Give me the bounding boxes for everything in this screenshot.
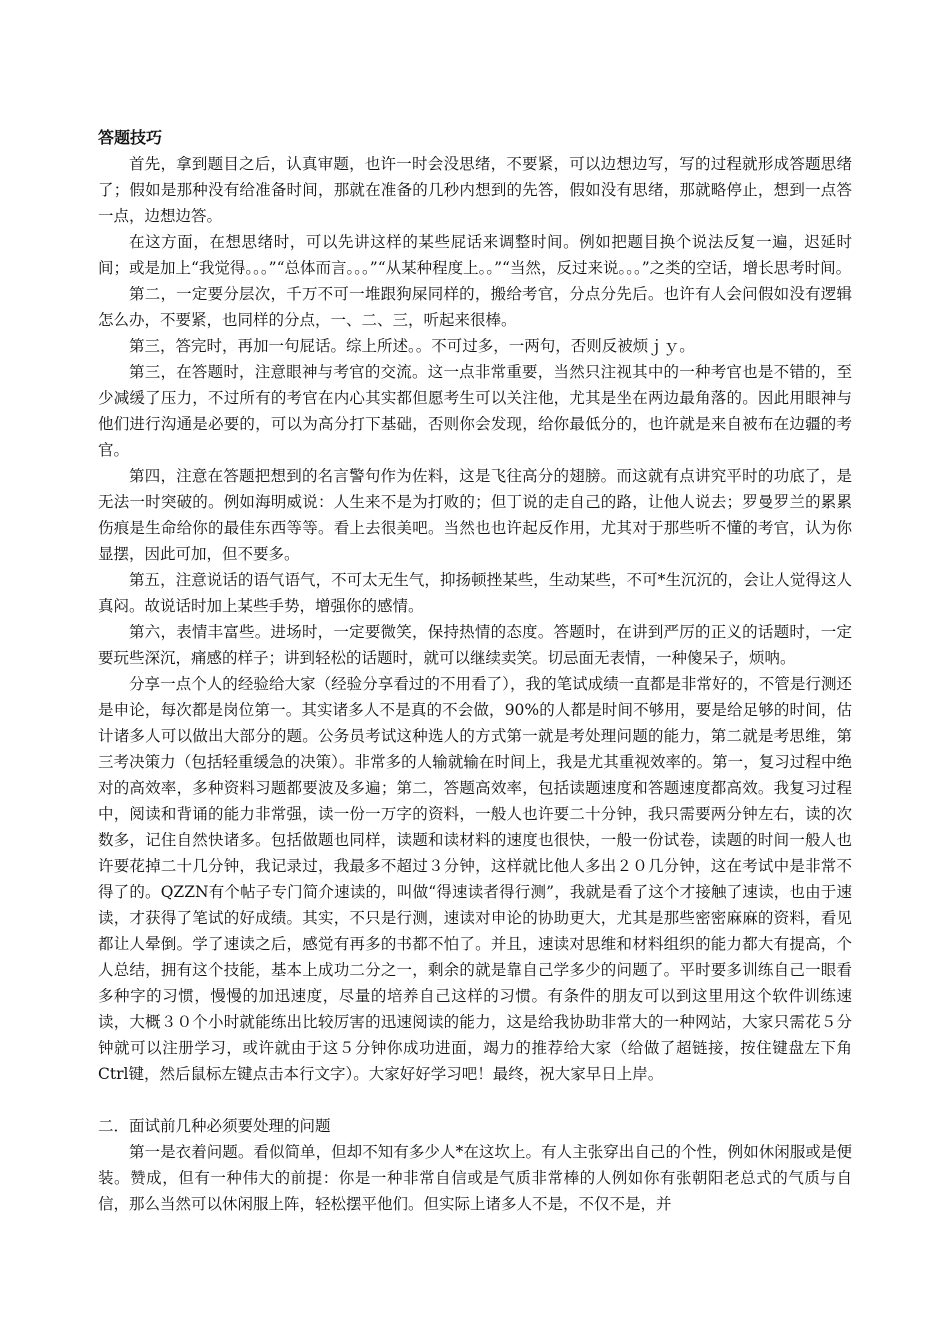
paragraph-3: 第二，一定要分层次，千万不可一堆跟狗屎同样的，搬给考官，分点分先后。也许有人会问假如没有逻辑怎么办，不要紧，也同样的分点，一、二、三，听起来很棒。 (98, 285, 852, 329)
paragraph-7: 第五，注意说话的语气语气，不可太无生气，抑扬顿挫某些，生动某些，不可*生沉沉的，会让人觉得这人真闷。故说话时加上某些手势，增强你的感情。 (98, 571, 852, 615)
paragraph-2: 在这方面，在想思绪时，可以先讲这样的某些屁话来调整时间。例如把题目换个说法反复一遍，迟延时间；或是加上“我觉得。。。”“总体而言。。。”“从某种程度上。。”“当然，反过来说。。。”之类的空话，增长思考时间。 (98, 233, 852, 277)
section-title: 答题技巧 (98, 128, 163, 147)
document-body (98, 125, 852, 1217)
paragraph-4: 第三，答完时，再加一句屁话。综上所述。。不可过多，一两句，否则反被烦ｊｙ。 (129, 337, 695, 355)
paragraph-9: 分享一点个人的经验给大家（经验分享看过的不用看了），我的笔试成绩一直都是非常好的，不管是行测还是申论，每次都是岗位第一。其实诸多人不是真的不会做，90%的人都是时间不够用，要是给足够的时间，估计诸多人可以做出大部分的题。公务员考试这种选人的方式第一就是考处理问题的能力，第二就是考思维，第三考决策力（包括轻重缓急的决策）。非常多的人输就输在时间上，我是尤其重视效率的。第一，复习过程中绝对的高效率，多种资料习题都要波及多遍；第二，答题高效率，包括读题速度和答题速度都高效。我复习过程中，阅读和背诵的能力非常强，读一份一万字的资料，一般人也许要二十分钟，我只需要两分钟左右，读的次数多，记住自然快诸多。包括做题也同样，读题和读材料的速度也很快，一般一份试卷，读题的时间一般人也许要花掉二十几分钟，我记录过，我最多不超过３分钟，这样就比他人多出２０几分钟，这在考试中是非常不得了的。QZZN有个帖子专门简介速读的，叫做“得速读者得行测”，我就是看了这个才接触了速读，也由于速读，才获得了笔试的好成绩。其实，不只是行测，速读对申论的协助更大，尤其是那些密密麻麻的资料，看见都让人晕倒。学了速读之后，感觉有再多的书都不怕了。并且，速读对思维和材料组织的能力都大有提高，个人总结，拥有这个技能，基本上成功二分之一，剩余的就是靠自己学多少的问题了。平时要多训练自己一眼看多种字的习惯，慢慢的加迅速度，尽量的培养自己这样的习惯。有条件的朋友可以到这里用这个软件训练速读，大概３０个小时就能练出比较厉害的迅速阅读的能力，这是给我协助非常大的一种网站，大家只需花５分钟就可以注册学习，或许就由于这５分钟你成功进面，竭力的推荐给大家（给做了超链接，按住键盘左下角Ctrl键，然后鼠标左键点击本行文字）。大家好好学习吧！最终，祝大家早日上岸。 (98, 675, 852, 1083)
paragraph-6: 第四，注意在答题把想到的名言警句作为佐料，这是飞往高分的翅膀。而这就有点讲究平时的功底了，是无法一时突破的。例如海明威说：人生来不是为打败的；但丁说的走自己的路，让他人说去；罗曼罗兰的累累伤痕是生命给你的最佳东西等等。看上去很美吧。当然也也许起反作用，尤其对于那些听不懂的考官，认为你显摆，因此可加，但不要多。 (98, 467, 852, 563)
paragraph-8: 第六，表情丰富些。进场时，一定要微笑，保持热情的态度。答题时，在讲到严厉的正义的话题时，一定要玩些深沉，痛感的样子；讲到轻松的话题时，就可以继续卖笑。切忌面无表情，一种傻呆子，烦呐。 (98, 623, 852, 667)
paragraph-5: 第三，在答题时，注意眼神与考官的交流。这一点非常重要，当然只注视其中的一种考官也是不错的，至少减缓了压力，不过所有的考官在内心其实都但愿考生可以关注他，尤其是坐在两边最角落的。因此用眼神与他们进行沟通是必要的，可以为高分打下基础，否则你会发现，给你最低分的，也许就是来自被布在边疆的考官。 (98, 363, 852, 459)
paragraph-1: 首先，拿到题目之后，认真审题，也许一时会没思绪，不要紧，可以边想边写，写的过程就形成答题思绪了；假如是那种没有给准备时间，那就在准备的几秒内想到的先答，假如没有思绪，那就略停止，想到一点答一点，边想边答。 (98, 155, 852, 225)
paragraph-10: 第一是衣着问题。看似简单，但却不知有多少人*在这坎上。有人主张穿出自己的个性，例如休闲服或是便装。赞成，但有一种伟大的前提：你是一种非常自信或是气质非常棒的人例如你有张朝阳老总式的气质与自信，那么当然可以休闲服上阵，轻松摆平他们。但实际上诸多人不是，不仅不是，并 (98, 1143, 852, 1213)
section-heading-2: 二．面试前几种必须要处理的问题 (98, 1117, 331, 1135)
